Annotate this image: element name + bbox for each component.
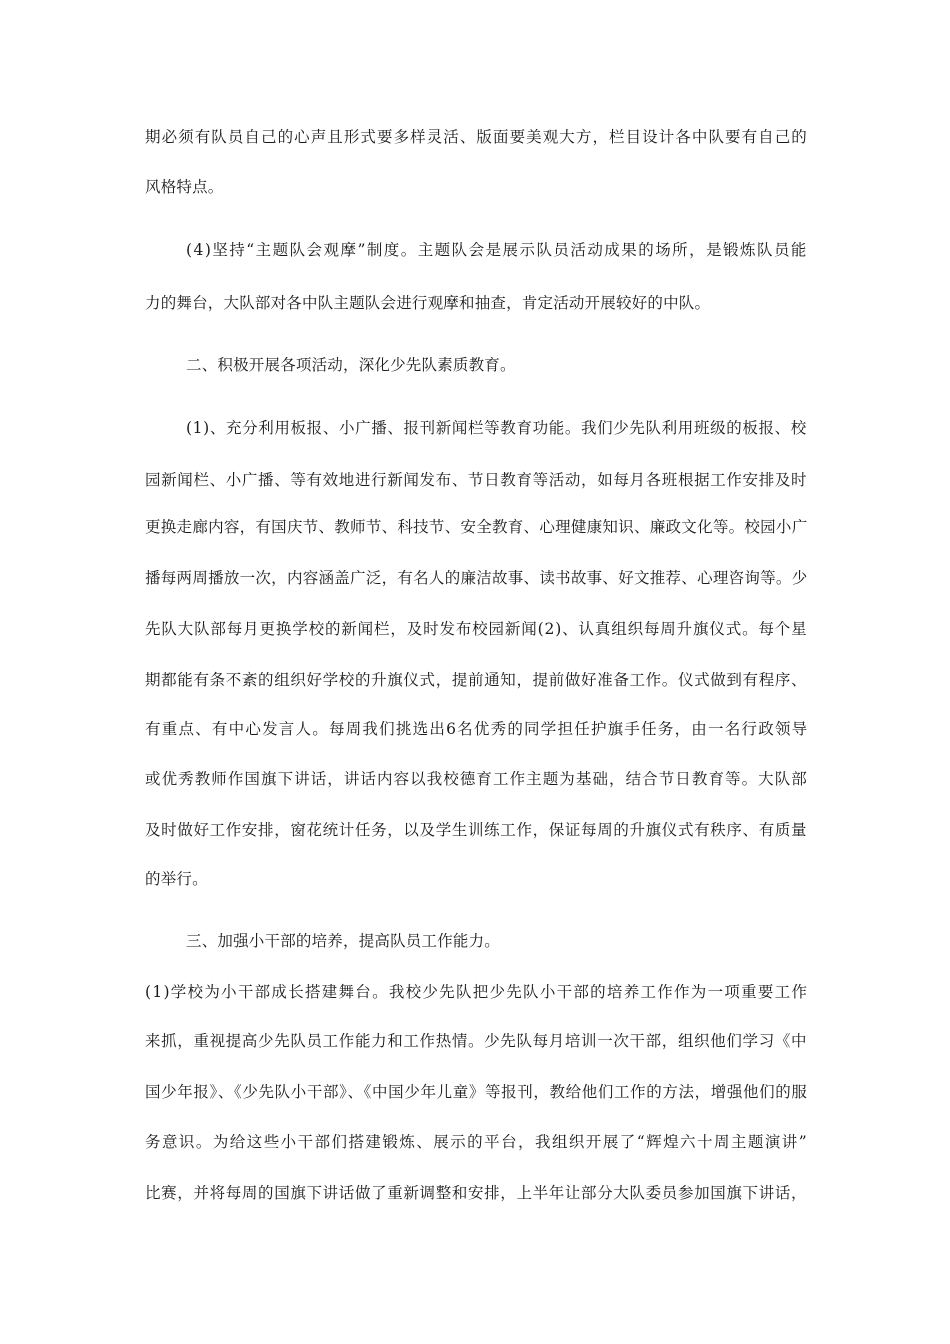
text-line: (1)、充分利用板报、小广播、报刊新闻栏等教育功能。我们少先队利用班级的板报、校 xyxy=(186,419,807,437)
text-line: 期必须有队员自己的心声且形式要多样灵活、版面要美观大方，栏目设计各中队要有自己的 xyxy=(145,128,808,146)
text-line: 及时做好工作安排，窗花统计任务，以及学生训练工作，保证每周的升旗仪式有秩序、有质量 xyxy=(145,821,808,839)
section-heading: 二、积极开展各项活动，深化少先队素质教育。 xyxy=(186,356,516,374)
text-line: (1)学校为小干部成长搭建舞台。我校少先队把少先队小干部的培养工作作为一项重要工作 xyxy=(145,983,809,1001)
text-line: 园新闻栏、小广播、等有效地进行新闻发布、节日教育等活动，如每月各班根据工作安排及时 xyxy=(145,471,808,489)
text-line: 国少年报》、《少先队小干部》、《中国少年儿童》等报刊，教给他们工作的方法，增强他们的服 xyxy=(145,1083,808,1101)
text-line: (4)坚持“主题队会观摩”制度。主题队会是展示队员活动成果的场所，是锻炼队员能 xyxy=(186,241,808,259)
text-line: 务意识。为给这些小干部们搭建锻炼、展示的平台，我组织开展了“辉煌六十周主题演讲” xyxy=(145,1133,809,1151)
text-line: 期都能有条不紊的组织好学校的升旗仪式，提前通知，提前做好准备工作。仪式做到有程序、 xyxy=(145,671,808,689)
text-line: 或优秀教师作国旗下讲话，讲话内容以我校德育工作主题为基础，结合节日教育等。大队部 xyxy=(145,770,808,788)
text-line: 播每两周播放一次，内容涵盖广泛，有名人的廉洁故事、读书故事、好文推荐、心理咨询等。少 xyxy=(145,569,808,587)
text-line: 的举行。 xyxy=(145,870,208,888)
section-heading: 三、加强小干部的培养，提高队员工作能力。 xyxy=(186,932,501,950)
text-line: 先队大队部每月更换学校的新闻栏，及时发布校园新闻(2)、认真组织每周升旗仪式。每个星 xyxy=(145,620,808,638)
text-line: 更换走廊内容，有国庆节、教师节、科技节、安全教育、心理健康知识、廉政文化等。校园小广 xyxy=(145,518,808,536)
text-line: 比赛，并将每周的国旗下讲话做了重新调整和安排，上半年让部分大队委员参加国旗下讲话， xyxy=(145,1184,808,1202)
text-line: 来抓，重视提高少先队员工作能力和工作热情。少先队每月培训一次干部，组织他们学习《中 xyxy=(145,1032,808,1050)
text-line: 风格特点。 xyxy=(145,178,224,196)
text-line: 有重点、有中心发言人。每周我们挑选出6名优秀的同学担任护旗手任务，由一名行政领导 xyxy=(145,720,809,738)
text-line: 力的舞台，大队部对各中队主题队会进行观摩和抽查，肯定活动开展较好的中队。 xyxy=(145,294,711,312)
